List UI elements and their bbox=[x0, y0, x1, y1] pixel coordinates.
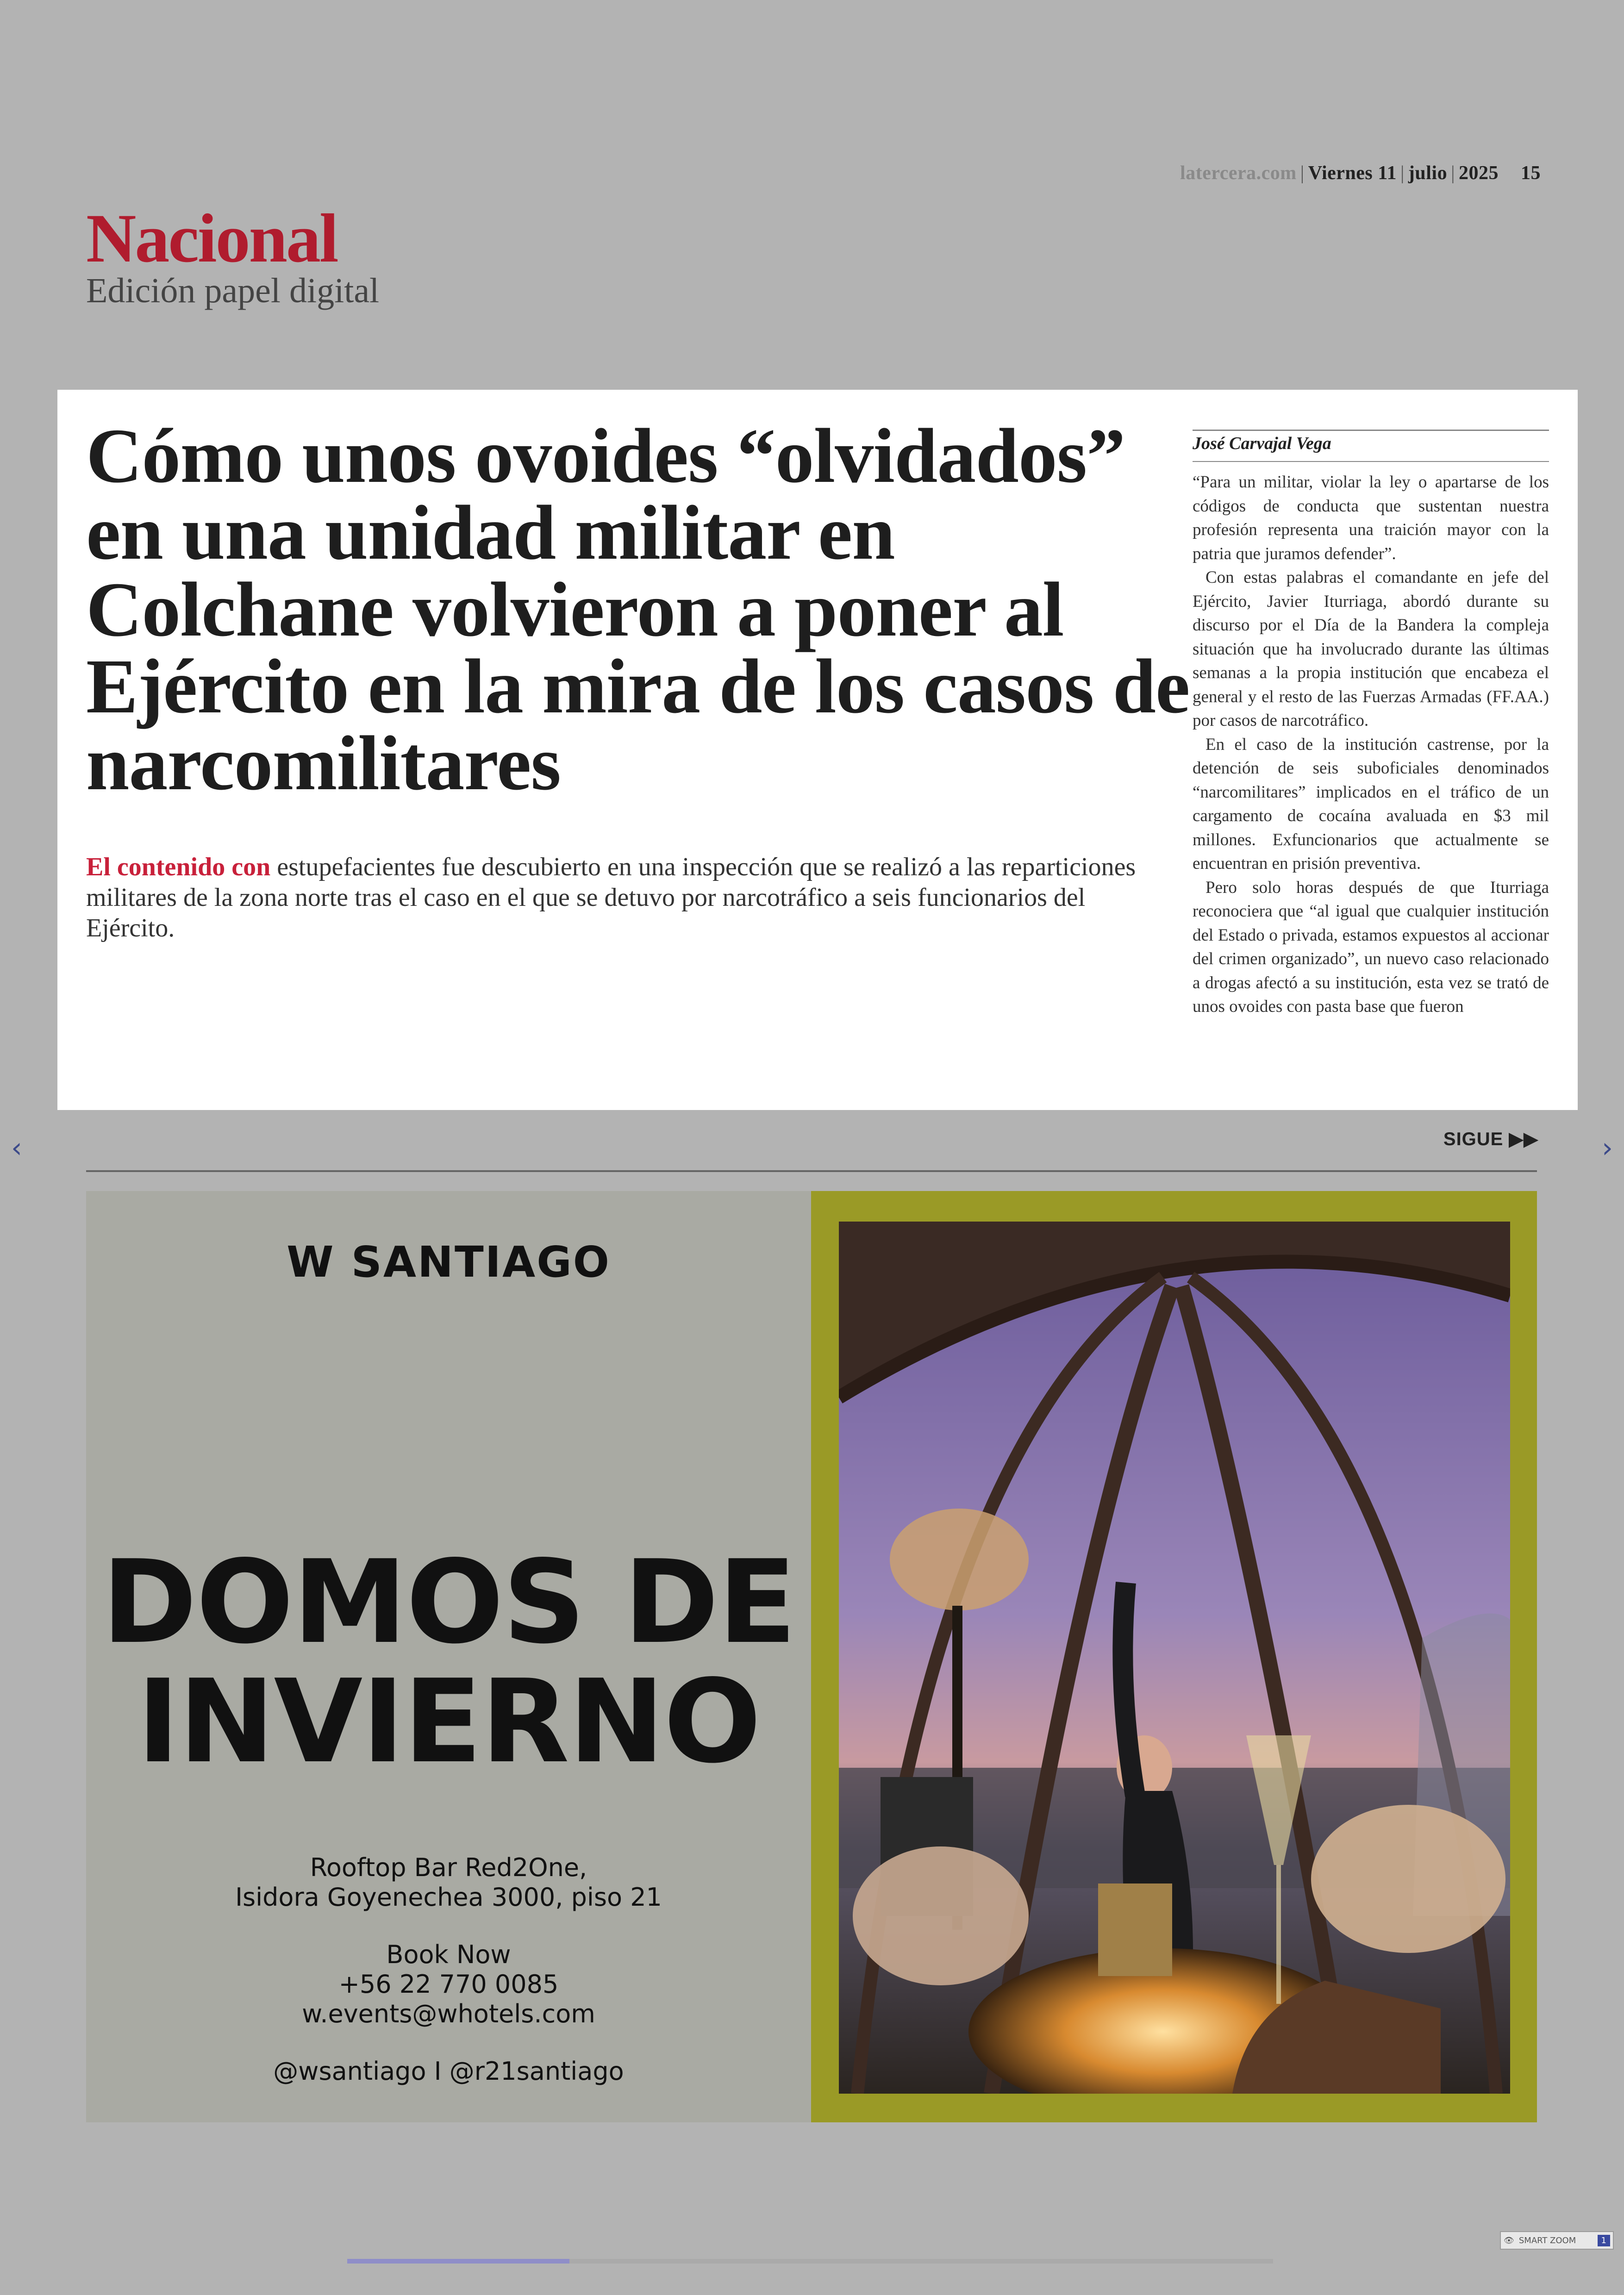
ad-photo bbox=[839, 1222, 1510, 2094]
article-headline: Cómo unos ovoides “olvidados” en una unidad militar en Colchane volvieron a poner al Ejército en la mira de los casos de narcomilitares bbox=[86, 413, 1190, 806]
ad-cta: Book Now bbox=[386, 1940, 511, 1969]
ad-text-panel bbox=[86, 1191, 811, 2122]
ad-phone: +56 22 770 0085 bbox=[338, 1970, 559, 1999]
continue-link[interactable]: SIGUE ▶▶ bbox=[1443, 1129, 1538, 1149]
ad-headline-line: DOMOS DE bbox=[101, 1536, 796, 1669]
eye-icon: 👁 bbox=[1504, 2235, 1514, 2245]
section-subtitle: Edición papel digital bbox=[86, 271, 380, 310]
chevron-left-icon[interactable]: ‹ bbox=[11, 1132, 22, 1164]
ad-social: @wsantiago I @r21santiago bbox=[273, 2057, 624, 2086]
article-paragraph: Pero solo horas después de que Iturriaga reconociera que “al igual que cualquier institución del Estado o privada, estamos expuestos al accionar del crimen organizado”, un nuevo caso relacionado a drogas afectó a su institución, esta vez se trató de unos ovoides con pasta base que fueron bbox=[1193, 878, 1549, 1016]
ad-address: Isidora Goyenechea 3000, piso 21 bbox=[235, 1883, 662, 1912]
ad-contact-info bbox=[86, 1853, 811, 2086]
byline-rule bbox=[1193, 461, 1549, 462]
article-lede bbox=[86, 852, 1151, 943]
lede-text: estupefacientes fue descubierto en una inspección que se realizó a las reparticiones militares de la zona norte tras el caso en el que se detuvo por narcotráfico a seis funcionarios del Ejército. bbox=[86, 853, 1136, 942]
chevron-right-icon[interactable]: › bbox=[1602, 1132, 1613, 1164]
ad-email: w.events@whotels.com bbox=[302, 1999, 595, 2028]
page-progress-fill bbox=[347, 2259, 569, 2264]
article-paragraph: Con estas palabras el comandante en jefe del Ejército, Javier Iturriaga, abordó durante su discurso por el Día de la Bandera la compleja situación que ha involucrado durante las últimas semanas a la propia institución que encabeza el general y el resto de las Fuerzas Armadas (FF.AA.) por casos de narcotráfico. bbox=[1193, 568, 1549, 730]
ad-photo-frame bbox=[811, 1191, 1537, 2122]
date-year: 2025 bbox=[1459, 162, 1499, 184]
page-number: 15 bbox=[1521, 162, 1541, 184]
smart-zoom-control[interactable] bbox=[1500, 2231, 1614, 2250]
date-line: latercera.com | Viernes 11 | julio | 2025 15 bbox=[1180, 162, 1541, 184]
ad-headline bbox=[86, 1536, 811, 1789]
article-paragraph: “Para un militar, violar la ley o apartarse de los códigos de conducta que sustentan nuestra profesión representa una traición mayor con la patria que juramos defender”. bbox=[1193, 473, 1549, 563]
article-card[interactable] bbox=[57, 390, 1578, 1110]
site-name[interactable]: latercera.com bbox=[1180, 162, 1297, 184]
section-title: Nacional bbox=[86, 200, 337, 277]
article-body bbox=[1193, 470, 1549, 1110]
divider bbox=[86, 1170, 1537, 1172]
advertisement[interactable] bbox=[86, 1191, 1537, 2122]
rooftop-dome-photo bbox=[839, 1222, 1510, 2094]
date-month: julio bbox=[1408, 162, 1448, 184]
article-paragraph: En el caso de la institución castrense, por la detención de seis suboficiales denominados “narcomilitares” implicados en el tráfico de un cargamento de cocaína avaluada en $3 mil millones. Exfuncionarios que actualmente se encuentran en prisión preventiva. bbox=[1193, 735, 1549, 873]
ad-brand: W SANTIAGO bbox=[287, 1237, 611, 1287]
smart-zoom-label: SMART ZOOM bbox=[1518, 2235, 1576, 2245]
date-day: Viernes 11 bbox=[1308, 162, 1397, 184]
ad-venue: Rooftop Bar Red2One, bbox=[310, 1853, 587, 1882]
ad-headline-line: INVIERNO bbox=[137, 1655, 761, 1789]
article-byline: José Carvajal Vega bbox=[1193, 434, 1331, 453]
byline-rule bbox=[1193, 430, 1549, 431]
zoom-badge: 1 bbox=[1598, 2235, 1610, 2246]
lede-lead-in: El contenido con bbox=[86, 853, 271, 881]
page-progress-bar[interactable] bbox=[347, 2259, 1273, 2264]
